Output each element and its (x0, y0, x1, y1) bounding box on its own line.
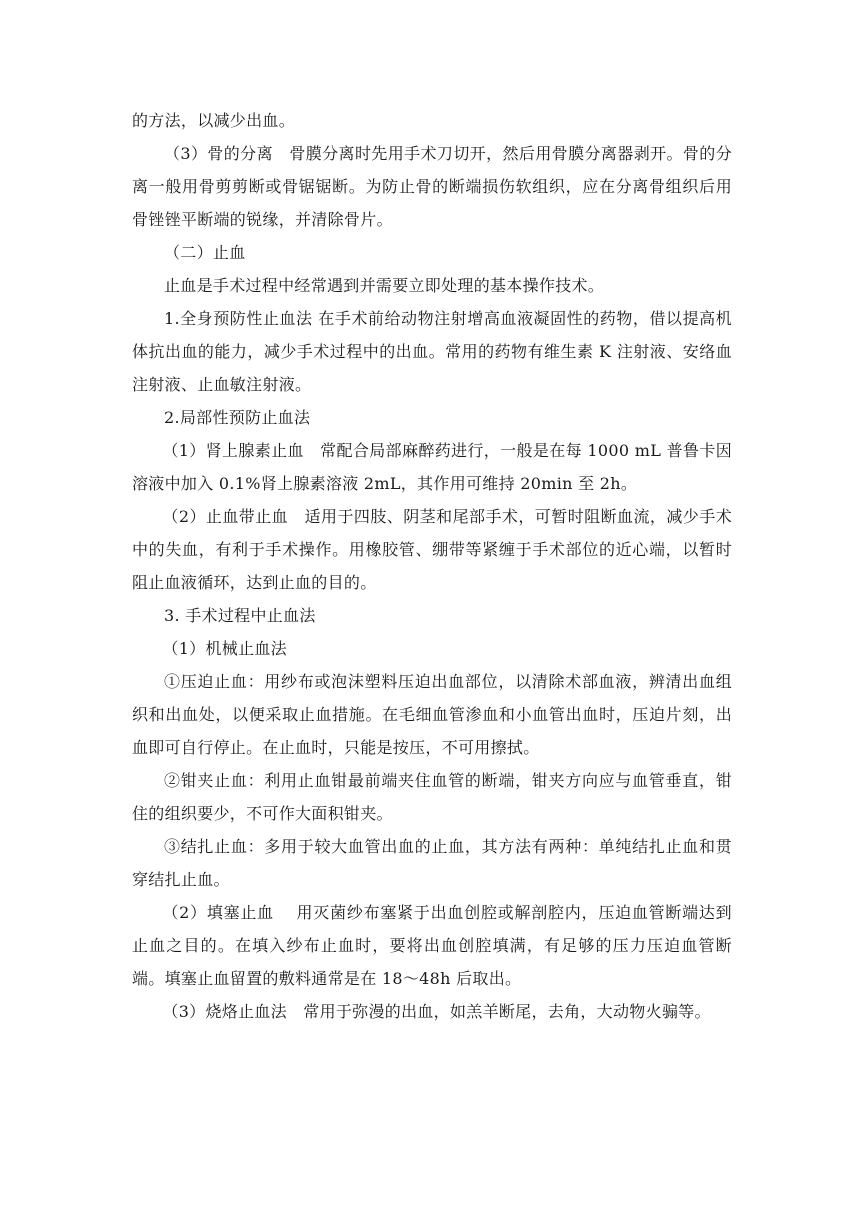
paragraph-continuation: 的方法，以减少出血。 (132, 111, 296, 130)
paragraph-adrenaline: （1）肾上腺素止血 常配合局部麻醉药进行，一般是在每 1000 mL 普鲁卡因溶液中加入 0.1%肾上腺素溶液 2mL，其作用可维持 20min 至 2h。 (132, 441, 732, 493)
subheading-mechanical: （1）机械止血法 (162, 639, 287, 658)
subheading-intraoperative: 3. 手术过程中止血法 (164, 606, 316, 625)
paragraph-hemostasis-intro: 止血是手术过程中经常遇到并需要立即处理的基本操作技术。 (164, 276, 605, 295)
paragraph-clamping: ②钳夹止血：利用止血钳最前端夹住血管的断端，钳夹方向应与血管垂直，钳住的组织要少，不可作大面积钳夹。 (132, 771, 732, 823)
paragraph-cautery: （3）烧烙止血法 常用于弥漫的出血，如羔羊断尾，去角，大动物火骟等。 (162, 1002, 711, 1021)
paragraph-bone-separation: （3）骨的分离 骨膜分离时先用手术刀切开，然后用骨膜分离器剥开。骨的分离一般用骨剪剪断或骨锯锯断。为防止骨的断端损伤软组织，应在分离骨组织后用骨锉锉平断端的锐缘，并清除骨片。 (132, 144, 732, 229)
paragraph-tourniquet: （2）止血带止血 适用于四肢、阴茎和尾部手术，可暂时阻断血流，减少手术中的失血，有利于手术操作。用橡胶管、绷带等紧缠于手术部位的近心端，以暂时阻止血液循环，达到止血的目的。 (132, 507, 732, 592)
paragraph-packing: （2）填塞止血 用灭菌纱布塞紧于出血创腔或解剖腔内，压迫血管断端达到止血之目的。在填入纱布止血时，要将出血创腔填满，有足够的压力压迫血管断端。填塞止血留置的敷料通常是在 18～48h 后取出。 (132, 903, 732, 988)
paragraph-compression: ①压迫止血：用纱布或泡沫塑料压迫出血部位，以清除术部血液，辨清出血组织和出血处，以便采取止血措施。在毛细血管渗血和小血管出血时，压迫片刻，出血即可自行停止。在止血时，只能是按压，不可用擦拭。 (132, 672, 732, 757)
paragraph-systemic-prevention: 1.全身预防性止血法 在手术前给动物注射增高血液凝固性的药物，借以提高机体抗出血的能力，减少手术过程中的出血。常用的药物有维生素 K 注射液、安络血注射液、止血敏注射液。 (132, 309, 732, 394)
paragraph-ligation: ③结扎止血：多用于较大血管出血的止血，其方法有两种：单纯结扎止血和贯穿结扎止血。 (132, 837, 732, 889)
subheading-local-prevention: 2.局部性预防止血法 (164, 408, 311, 427)
document-body (132, 104, 732, 1028)
section-heading-hemostasis: （二）止血 (164, 243, 246, 262)
